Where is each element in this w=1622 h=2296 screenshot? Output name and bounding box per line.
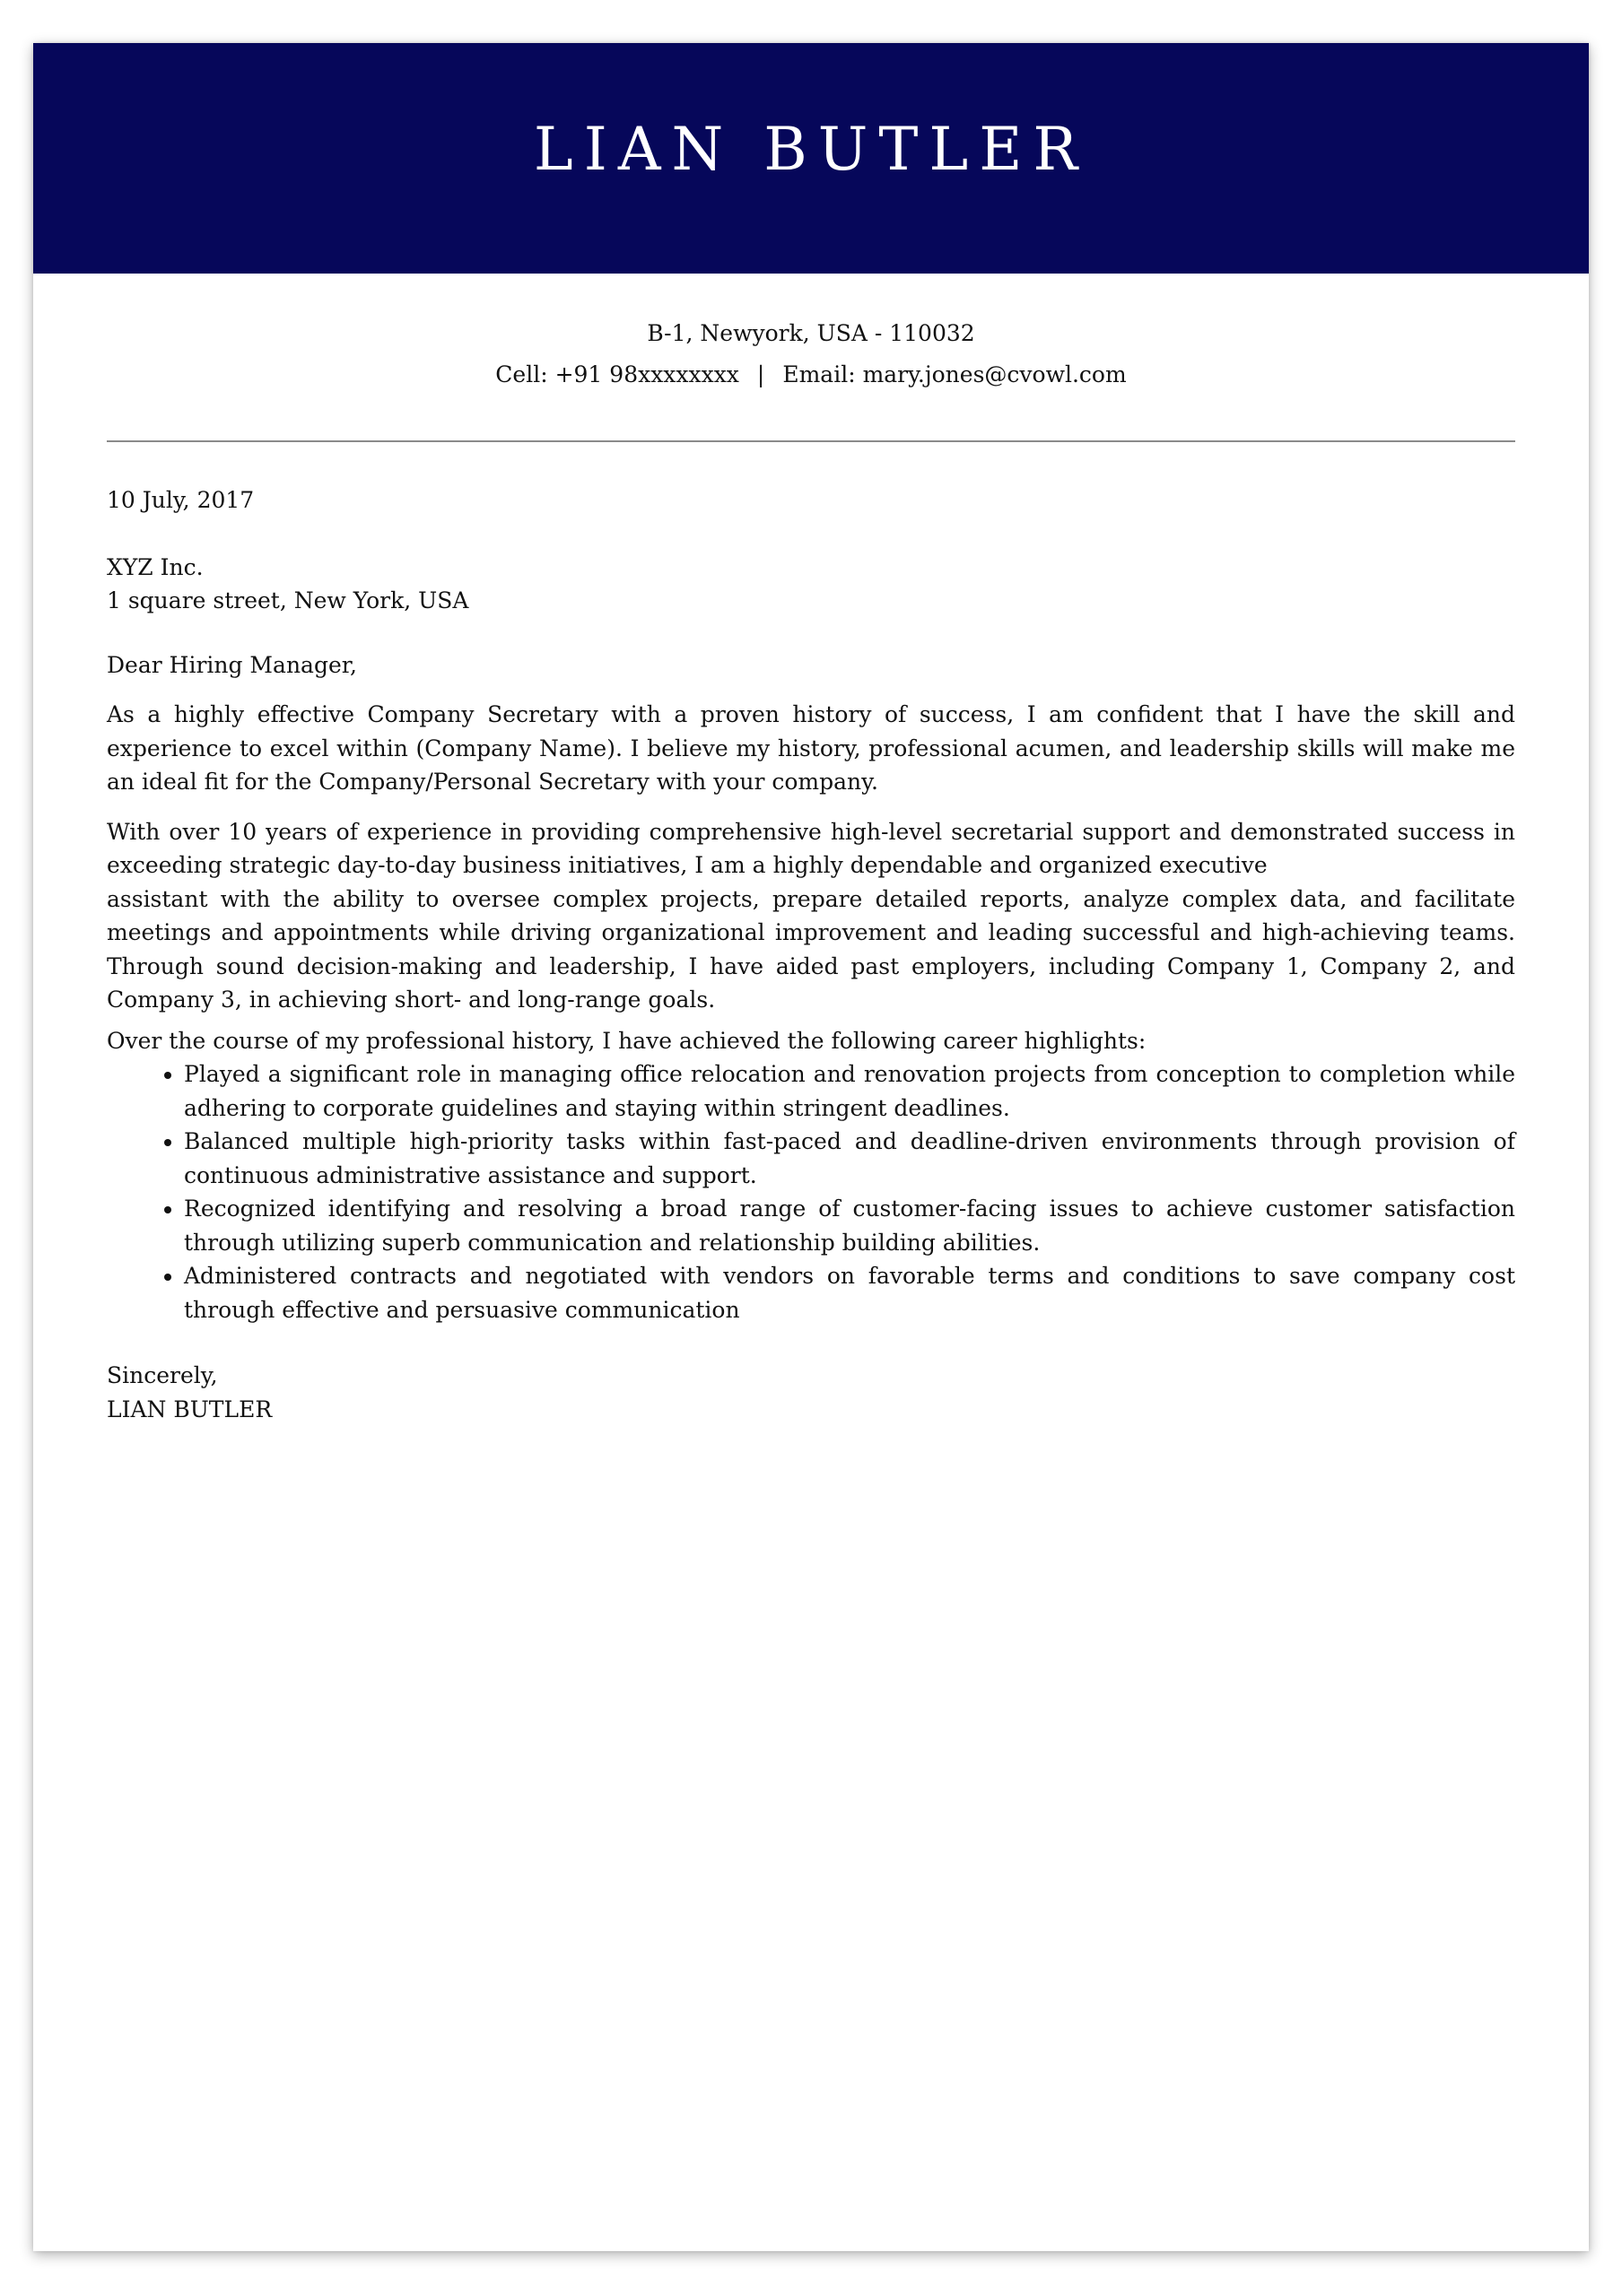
letter-body	[107, 483, 1515, 1426]
contact-address: B-1, Newyork, USA - 110032	[647, 320, 975, 346]
letter-date: 10 July, 2017	[107, 487, 255, 513]
paragraph-2	[107, 815, 1515, 1017]
letter-page	[33, 43, 1589, 2251]
list-item: • Played a significant role in managing office relocation and renovation projects from conception to completion while adhering to corporate guidelines and staying within stringent deadlines.	[184, 1057, 1515, 1125]
header-banner	[33, 43, 1589, 274]
salutation: Dear Hiring Manager,	[107, 651, 357, 678]
divider	[107, 440, 1515, 442]
applicant-name: LIAN BUTLER	[533, 115, 1089, 184]
contact-separator: |	[756, 361, 765, 387]
recipient-company: XYZ Inc.	[107, 553, 204, 580]
contact-line	[33, 354, 1589, 396]
recipient-block	[107, 551, 1515, 618]
closing: Sincerely,	[107, 1362, 218, 1388]
highlights-list	[107, 1057, 1515, 1326]
recipient-address: 1 square street, New York, USA	[107, 587, 469, 613]
list-item: • Administered contracts and negotiated with vendors on favorable terms and conditions to save company cost through effective and persuasive communication	[184, 1259, 1515, 1326]
paragraph-2-line-a: With over 10 years of experience in providing comprehensive high-level secretarial support and demonstrated success in exceeding strategic day-to-day business initiatives, I am a highly dependable and organized executive	[107, 818, 1515, 878]
contact-cell: Cell: +91 98xxxxxxxx	[495, 361, 739, 387]
signature: LIAN BUTLER	[107, 1396, 273, 1422]
closing-block	[107, 1359, 1515, 1426]
highlights-intro: Over the course of my professional history, I have achieved the following career highlights:	[107, 1027, 1147, 1054]
paragraph-2-line-b: assistant with the ability to oversee complex projects, prepare detailed reports, analyze complex data, and facilitate meetings and appointments while driving organizational improvement and leading successful and high-achieving teams. Through sound decision-making and leadership, I have aided past employers, including Company 1, Company 2, and Company 3, in achieving short- and long-range goals.	[107, 885, 1515, 1013]
contact-block	[33, 313, 1589, 396]
paragraph-1: As a highly effective Company Secretary with a proven history of success, I am confident that I have the skill and experience to excel within (Company Name). I believe my history, professional acumen, and leadership skills will make me an ideal fit for the Company/Personal Secretary with your company.	[107, 701, 1515, 795]
list-item: • Recognized identifying and resolving a broad range of customer-facing issues to achieve customer satisfaction through utilizing superb communication and relationship building abilities.	[184, 1192, 1515, 1259]
contact-email: Email: mary.jones@cvowl.com	[782, 361, 1127, 387]
list-item: • Balanced multiple high-priority tasks within fast-paced and deadline-driven environments through provision of continuous administrative assistance and support.	[184, 1125, 1515, 1192]
